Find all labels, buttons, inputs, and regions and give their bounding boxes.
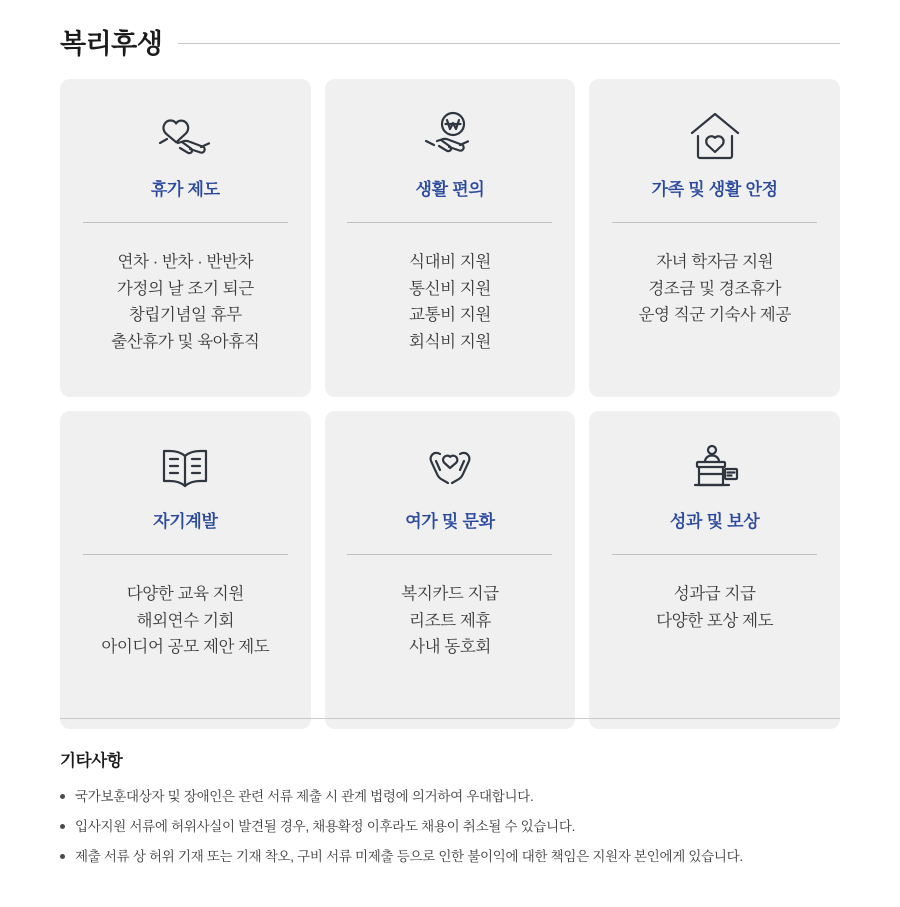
card-title: 여가 및 문화 <box>405 512 495 531</box>
card-divider <box>612 554 817 555</box>
list-item: 입사지원 서류에 허위사실이 발견될 경우, 채용확정 이후라도 채용이 취소될 수 있습니다. <box>60 817 840 838</box>
benefit-card <box>60 411 311 729</box>
open-book-icon <box>157 437 213 499</box>
card-item: 교통비 지원 <box>409 306 491 325</box>
benefits-grid <box>60 79 840 729</box>
house-heart-icon <box>686 105 744 167</box>
card-title: 휴가 제도 <box>150 180 220 199</box>
card-items <box>401 581 498 661</box>
card-item: 식대비 지원 <box>409 253 491 271</box>
card-item: 경조금 및 경조휴가 <box>648 279 781 298</box>
benefit-card <box>325 411 576 729</box>
card-title: 자기계발 <box>153 512 218 531</box>
notes-list <box>60 787 840 868</box>
footer-title: 기타사항 <box>60 752 123 770</box>
hand-won-coin-icon <box>419 105 481 167</box>
list-item: 제출 서류 상 허위 기재 또는 기재 착오, 구비 서류 미제출 등으로 인한 불이익에 대한 책임은 지원자 본인에게 있습니다. <box>60 847 840 868</box>
card-item: 사내 동호회 <box>409 638 491 657</box>
card-divider <box>347 554 552 555</box>
benefit-card <box>325 79 576 397</box>
card-item: 리조트 제휴 <box>409 611 491 630</box>
card-divider <box>347 222 552 223</box>
card-items <box>409 249 491 356</box>
benefit-card <box>60 79 311 397</box>
card-item: 복지카드 지급 <box>401 585 499 603</box>
card-item: 다양한 교육 지원 <box>126 585 244 603</box>
card-item: 다양한 포상 제도 <box>656 611 774 630</box>
title-divider <box>178 43 840 44</box>
podium-award-icon <box>687 437 743 499</box>
card-divider <box>612 222 817 223</box>
card-title: 가족 및 생활 안정 <box>651 180 778 199</box>
footer-divider <box>60 718 840 719</box>
card-title: 성과 및 보상 <box>669 512 760 531</box>
card-divider <box>83 554 288 555</box>
section-header <box>60 0 840 73</box>
card-items <box>111 249 259 356</box>
hand-heart-icon <box>154 105 216 167</box>
page-title: 복리후생 <box>60 29 163 59</box>
benefit-card <box>589 411 840 729</box>
card-item: 성과급 지급 <box>673 585 756 603</box>
benefit-card <box>589 79 840 397</box>
card-item: 가정의 날 조기 퇴근 <box>116 279 254 298</box>
card-item: 아이디어 공모 제안 제도 <box>101 638 270 657</box>
hands-heart-icon <box>422 437 478 499</box>
card-item: 회식비 지원 <box>409 333 491 352</box>
card-item: 연차 · 반차 · 반반차 <box>117 253 254 271</box>
card-item: 해외연수 기회 <box>136 611 235 630</box>
card-item: 출산휴가 및 육아휴직 <box>111 333 260 352</box>
card-divider <box>83 222 288 223</box>
list-item: 국가보훈대상자 및 장애인은 관련 서류 제출 시 관계 법령에 의거하여 우대합니다. <box>60 787 840 808</box>
card-title: 생활 편의 <box>415 180 485 199</box>
card-items <box>638 249 790 329</box>
card-items <box>656 581 773 634</box>
card-item: 운영 직군 기숙사 제공 <box>638 306 791 325</box>
card-item: 통신비 지원 <box>409 279 491 298</box>
footer-section <box>60 718 840 884</box>
card-item: 창립기념일 휴무 <box>128 306 242 325</box>
card-items <box>101 581 269 661</box>
card-item: 자녀 학자금 지원 <box>656 253 774 271</box>
